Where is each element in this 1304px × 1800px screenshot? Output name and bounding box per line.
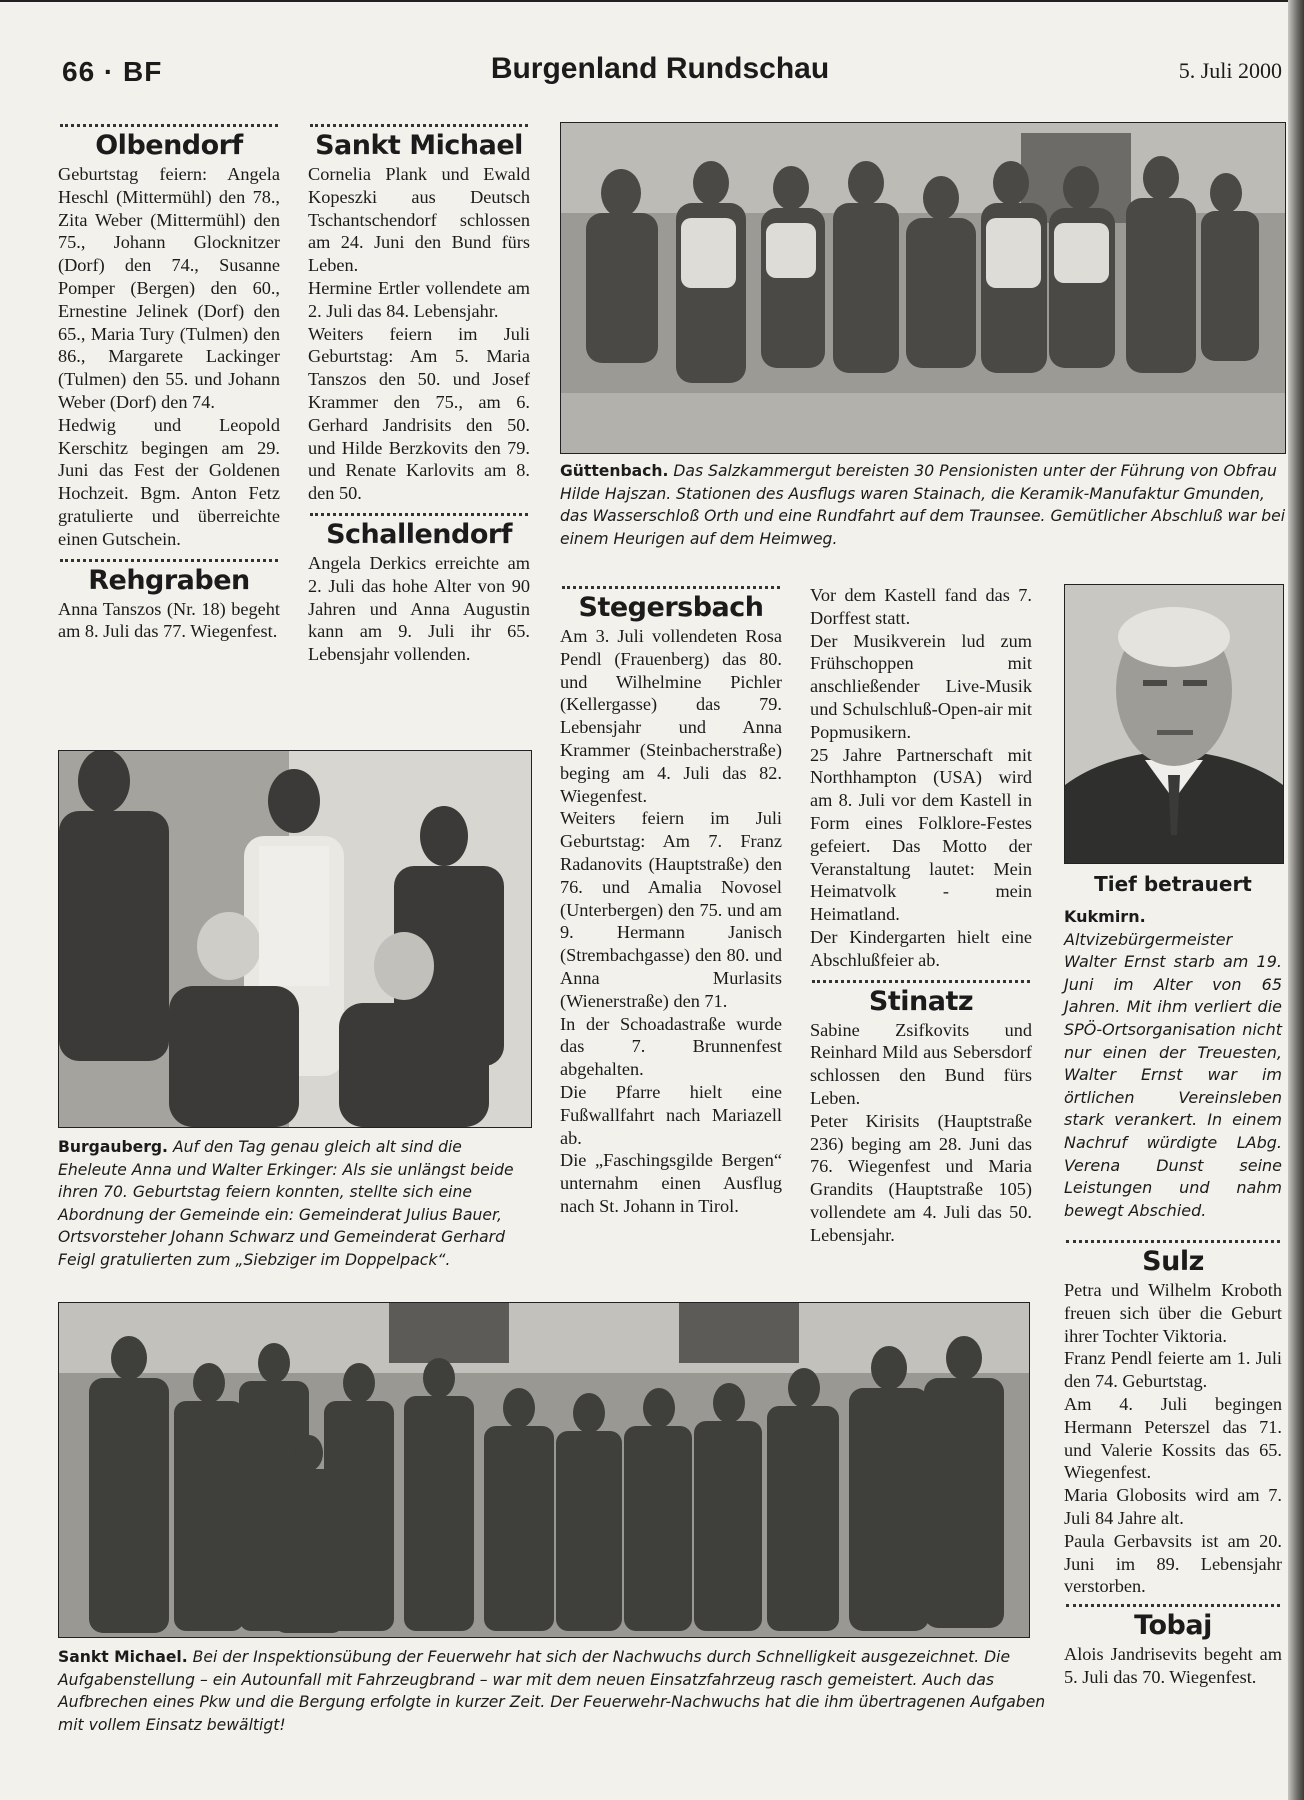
article-paragraph: Peter Kirisits (Hauptstraße 236) beging am 28. Juni das 76. Wiegenfest und Maria Grandits (Hauptstraße 105) vollendete am 4. Juli das 50. Lebensjahr. [810,1110,1032,1245]
article-paragraph: Weiters feiern im Juli Geburtstag: Am 7. Franz Radanovits (Hauptstraße) den 76. und Amalia Novosel (Unterbergen) den 75. und am 9. Hermann Janisch (Strembachgasse) den 80. und Anna Murlasits (Wienerstraße) den 71. [560,808,782,1011]
column-stegersbach [560,586,782,1218]
caption-text: Das Salzkammergut bereisten 30 Pensionisten unter der Führung von Obfrau Hilde Hajszan. Stationen des Ausflugs waren Stainach, die Keramik-Manufaktur Gmunden, das Wasserschloß Orth und eine Rundfahrt auf dem Traunsee. Gemütlicher Abschluß war bei einem Heurigen auf dem Heimweg. [560,462,1286,548]
burgauberg-photo [58,750,532,1128]
obituary-caption [1064,906,1282,1222]
article-paragraph: In der Schoadastraße wurde das 7. Brunnenfest abgehalten. [560,1013,782,1080]
divider [812,980,1030,983]
article-paragraph: Hermine Ertler vollendete am 2. Juli das 84. Lebensjahr. [308,277,530,321]
article-paragraph: Maria Globosits wird am 7. Juli 84 Jahre alt. [1064,1485,1282,1528]
article-paragraph: Der Kindergarten hielt eine Abschlußfeier ab. [810,926,1032,970]
guettenbach-group-photo [560,122,1286,454]
column-stegersbach-cont [810,584,1032,1247]
article-paragraph: Weiters feiern im Juli Geburtstag: Am 5. Maria Tanszos den 50. und Josef Krammer den 75., am 6. Gerhard Jandrisits den 50. und Hilde Berzkovits den 79. und Renate Karlovits am 8. den 50. [308,323,530,504]
column-sankt-michael [308,124,530,666]
caption-place: Güttenbach. [560,462,669,480]
page-number: 66 · BF [62,56,163,87]
article-paragraph: Cornelia Plank und Ewald Kopeszki aus Deutsch Tschantschendorf schlossen am 24. Juni den Bund fürs Leben. [308,164,530,276]
article-title: Sulz [1142,1246,1204,1277]
article-title: Olbendorf [95,130,243,161]
article-paragraph: Am 4. Juli begingen Hermann Peterszel das 71. und Valerie Kossits das 65. Wiegenfest. [1064,1393,1282,1483]
article-title: Tobaj [1134,1610,1212,1642]
caption-place: Sankt Michael. [58,1648,188,1666]
burgauberg-caption [58,1136,534,1272]
article-paragraph: Der Musikverein lud zum Frühschoppen mit anschließender Live-Musik und Schulschluß-Open-air mit Popmusikern. [810,630,1032,742]
sankt-michael-firefighters-photo [58,1302,1030,1638]
column-olbendorf [58,124,280,643]
divider [562,586,780,589]
caption-text: Altvizebürgermeister Walter Ernst starb am 19. Juni im Alter von 65 Jahren. Mit ihm verliert die SPÖ-Ortsorganisation nicht nur einen der Treuesten, Walter Ernst war im örtlichen Vereinsleben stark verankert. In einem Nachruf würdigte LAbg. Verena Dunst seine Leistungen und nahm bewegt Abschied. [1064,929,1282,1220]
article-paragraph: Sabine Zsifkovits und Reinhard Mild aus Sebersdorf schlossen den Bund fürs Leben. [810,1019,1032,1108]
article-title: Rehgraben [88,564,250,596]
column-sulz [1064,1240,1282,1689]
guettenbach-caption [560,460,1288,550]
caption-text: Auf den Tag genau gleich alt sind die Eheleute Anna und Walter Erkinger: Als sie unlängst beide ihren 70. Geburtstag feiern konnten, stellte sich eine Abordnung der Gemeinde ein: Gemeinderat Julius Bauer, Ortsvorsteher Johann Schwarz und Gemeinderat Gerhard Feigl gratulierten zum „Siebziger im Doppelpack“. [58,1138,514,1269]
article-paragraph: Alois Jandrisevits begeht am 5. Juli das 70. Wiegenfest. [1064,1644,1282,1687]
article-paragraph: Paula Gerbavsits ist am 20. Juni im 89. Lebensjahr verstorben. [1064,1530,1282,1597]
article-paragraph: Die Pfarre hielt eine Fußwallfahrt nach Mariazell ab. [560,1081,782,1148]
article-paragraph: Vor dem Kastell fand das 7. Dorffest statt. [810,585,1032,628]
article-title: Sankt Michael [315,130,523,161]
divider [1066,1604,1280,1607]
sankt-michael-caption [58,1646,1048,1736]
divider [1066,1240,1280,1243]
issue-date: 5. Juli 2000 [1178,58,1282,83]
article-paragraph: Anna Tanszos (Nr. 18) begeht am 8. Juli das 77. Wiegenfest. [58,598,280,642]
article-paragraph: Geburtstag feiern: Angela Heschl (Mittermühl) den 78., Zita Weber (Mittermühl) den 75., Johann Glocknitzer (Dorf) den 74., Susanne Pomper (Bergen) den 60., Ernestine Jelinek (Dorf) den 65., Maria Tury (Tulmen) den 86., Margarete Lackinger (Tulmen) den 55. und Johann Weber (Dorf) den 74. [58,164,280,412]
article-paragraph: 25 Jahre Partnerschaft mit Northhampton (USA) wird am 8. Juli vor dem Kastell in Form eines Folklore-Festes gefeiert. Das Motto der Veranstaltung lautet: Mein Heimatvolk - mein Heimatland. [810,744,1032,925]
page-fold-edge [1288,0,1304,1800]
divider [310,124,528,127]
caption-place: Burgauberg. [58,1138,168,1156]
article-paragraph: Franz Pendl feierte am 1. Juli den 74. Geburtstag. [1064,1348,1282,1392]
obituary-heading: Tief betrauert [1094,872,1252,896]
article-paragraph: Hedwig und Leopold Kerschitz begingen am 29. Juni das Fest der Goldenen Hochzeit. Bgm. Anton Fetz gratulierte und überreichte einen Gutschein. [58,414,280,549]
walter-ernst-portrait [1064,584,1284,864]
caption-place: Kukmirn. [1064,907,1146,926]
divider [60,124,278,127]
article-paragraph: Angela Derkics erreichte am 2. Juli das hohe Alter von 90 Jahren und Anna Augustin kann am 9. Juli ihr 65. Lebensjahr vollenden. [308,552,530,665]
article-paragraph: Am 3. Juli vollendeten Rosa Pendl (Frauenberg) das 80. und Wilhelmine Pichler (Kellergasse) das 79. Lebensjahr und Anna Krammer (Steinbacherstraße) beging am 4. Juli das 82. Wiegenfest. [560,626,782,806]
article-title: Schallendorf [326,518,512,550]
newspaper-title: Burgenland Rundschau [490,52,830,85]
article-paragraph: Die „Faschingsgilde Bergen“ unternahm einen Ausflug nach St. Johann in Tirol. [560,1150,782,1216]
article-title: Stinatz [868,985,974,1017]
header-rule [0,0,1304,2]
caption-text: Bei der Inspektionsübung der Feuerwehr hat sich der Nachwuchs durch Schnelligkeit ausgezeichnet. Die Aufgabenstellung – ein Autounfall mit Fahrzeugbrand – war mit dem neuen Einsatzfahrzeug rasch gemeistert. Auch das Aufbrechen eines Pkw und die Bergung erfolgte in kurzer Zeit. Der Feuerwehr-Nachwuchs hat die ihm übertragenen Aufgaben mit vollem Einsatz bewältigt! [58,1648,1046,1734]
divider [60,559,278,562]
article-title: Stegersbach [578,592,764,623]
divider [310,513,528,516]
article-paragraph: Petra und Wilhelm Kroboth freuen sich über die Geburt ihrer Tochter Viktoria. [1064,1280,1282,1346]
